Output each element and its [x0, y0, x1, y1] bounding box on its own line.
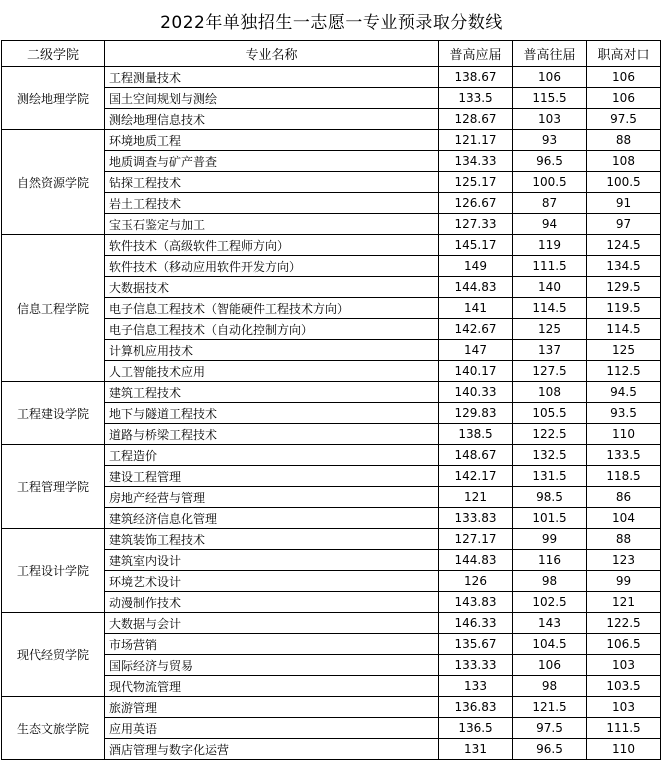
score-vocational-cell: 134.5 [587, 256, 661, 277]
score-regular-previous-cell: 105.5 [513, 403, 587, 424]
score-regular-current-cell: 144.83 [439, 550, 513, 571]
score-vocational-cell: 133.5 [587, 445, 661, 466]
header-college: 二级学院 [2, 41, 105, 67]
major-name-cell: 现代物流管理 [105, 676, 439, 697]
major-name-cell: 软件技术（移动应用软件开发方向） [105, 256, 439, 277]
score-regular-previous-cell: 99 [513, 529, 587, 550]
major-name-cell: 酒店管理与数字化运营 [105, 739, 439, 760]
score-regular-current-cell: 133.33 [439, 655, 513, 676]
score-regular-previous-cell: 131.5 [513, 466, 587, 487]
header-regular-previous: 普高往届 [513, 41, 587, 67]
college-cell: 测绘地理学院 [2, 67, 105, 130]
score-regular-previous-cell: 103 [513, 109, 587, 130]
score-vocational-cell: 110 [587, 424, 661, 445]
score-regular-current-cell: 147 [439, 340, 513, 361]
score-regular-previous-cell: 137 [513, 340, 587, 361]
major-name-cell: 房地产经营与管理 [105, 487, 439, 508]
score-regular-previous-cell: 115.5 [513, 88, 587, 109]
college-cell: 自然资源学院 [2, 130, 105, 235]
college-cell: 生态文旅学院 [2, 697, 105, 760]
score-regular-previous-cell: 119 [513, 235, 587, 256]
score-vocational-cell: 88 [587, 130, 661, 151]
score-regular-current-cell: 133.5 [439, 88, 513, 109]
score-regular-current-cell: 145.17 [439, 235, 513, 256]
major-name-cell: 宝玉石鉴定与加工 [105, 214, 439, 235]
major-name-cell: 大数据与会计 [105, 613, 439, 634]
score-regular-previous-cell: 132.5 [513, 445, 587, 466]
score-vocational-cell: 100.5 [587, 172, 661, 193]
table-row [2, 697, 661, 718]
score-regular-current-cell: 129.83 [439, 403, 513, 424]
header-row [2, 41, 661, 67]
page-title: 2022年单独招生一志愿一专业预录取分数线 [160, 12, 503, 33]
major-name-cell: 道路与桥梁工程技术 [105, 424, 439, 445]
score-vocational-cell: 97 [587, 214, 661, 235]
major-name-cell: 国土空间规划与测绘 [105, 88, 439, 109]
score-table [1, 40, 661, 760]
score-regular-previous-cell: 108 [513, 382, 587, 403]
major-name-cell: 国际经济与贸易 [105, 655, 439, 676]
score-regular-current-cell: 144.83 [439, 277, 513, 298]
score-vocational-cell: 93.5 [587, 403, 661, 424]
score-regular-previous-cell: 100.5 [513, 172, 587, 193]
score-regular-previous-cell: 98 [513, 676, 587, 697]
score-regular-previous-cell: 106 [513, 67, 587, 88]
score-regular-previous-cell: 125 [513, 319, 587, 340]
score-vocational-cell: 125 [587, 340, 661, 361]
score-regular-previous-cell: 102.5 [513, 592, 587, 613]
score-regular-previous-cell: 93 [513, 130, 587, 151]
score-vocational-cell: 119.5 [587, 298, 661, 319]
score-vocational-cell: 110 [587, 739, 661, 760]
score-regular-previous-cell: 98 [513, 571, 587, 592]
college-cell: 工程设计学院 [2, 529, 105, 613]
score-regular-current-cell: 142.17 [439, 466, 513, 487]
score-regular-current-cell: 140.17 [439, 361, 513, 382]
major-name-cell: 建筑经济信息化管理 [105, 508, 439, 529]
score-regular-current-cell: 127.17 [439, 529, 513, 550]
major-name-cell: 大数据技术 [105, 277, 439, 298]
score-regular-current-cell: 133.83 [439, 508, 513, 529]
score-vocational-cell: 106 [587, 88, 661, 109]
score-vocational-cell: 111.5 [587, 718, 661, 739]
score-vocational-cell: 103 [587, 697, 661, 718]
score-regular-current-cell: 136.5 [439, 718, 513, 739]
college-cell: 现代经贸学院 [2, 613, 105, 697]
major-name-cell: 工程造价 [105, 445, 439, 466]
score-vocational-cell: 97.5 [587, 109, 661, 130]
major-name-cell: 建筑装饰工程技术 [105, 529, 439, 550]
table-row [2, 613, 661, 634]
major-name-cell: 环境艺术设计 [105, 571, 439, 592]
major-name-cell: 计算机应用技术 [105, 340, 439, 361]
score-vocational-cell: 103 [587, 655, 661, 676]
score-regular-previous-cell: 98.5 [513, 487, 587, 508]
major-name-cell: 动漫制作技术 [105, 592, 439, 613]
score-vocational-cell: 99 [587, 571, 661, 592]
table-row [2, 382, 661, 403]
score-regular-previous-cell: 116 [513, 550, 587, 571]
score-vocational-cell: 106.5 [587, 634, 661, 655]
score-vocational-cell: 121 [587, 592, 661, 613]
score-vocational-cell: 122.5 [587, 613, 661, 634]
score-regular-previous-cell: 143 [513, 613, 587, 634]
score-regular-previous-cell: 104.5 [513, 634, 587, 655]
score-regular-current-cell: 121.17 [439, 130, 513, 151]
table-row [2, 529, 661, 550]
major-name-cell: 钻探工程技术 [105, 172, 439, 193]
score-regular-previous-cell: 122.5 [513, 424, 587, 445]
header-major: 专业名称 [105, 41, 439, 67]
score-regular-current-cell: 121 [439, 487, 513, 508]
table-row [2, 130, 661, 151]
score-vocational-cell: 118.5 [587, 466, 661, 487]
score-regular-previous-cell: 97.5 [513, 718, 587, 739]
table-row [2, 445, 661, 466]
major-name-cell: 测绘地理信息技术 [105, 109, 439, 130]
score-regular-current-cell: 128.67 [439, 109, 513, 130]
score-regular-previous-cell: 87 [513, 193, 587, 214]
score-vocational-cell: 129.5 [587, 277, 661, 298]
major-name-cell: 建筑室内设计 [105, 550, 439, 571]
score-regular-current-cell: 149 [439, 256, 513, 277]
major-name-cell: 工程测量技术 [105, 67, 439, 88]
major-name-cell: 电子信息工程技术（自动化控制方向） [105, 319, 439, 340]
score-vocational-cell: 123 [587, 550, 661, 571]
college-cell: 工程建设学院 [2, 382, 105, 445]
score-regular-previous-cell: 94 [513, 214, 587, 235]
score-vocational-cell: 104 [587, 508, 661, 529]
score-vocational-cell: 91 [587, 193, 661, 214]
score-vocational-cell: 86 [587, 487, 661, 508]
score-regular-current-cell: 133 [439, 676, 513, 697]
table-row [2, 67, 661, 88]
college-cell: 信息工程学院 [2, 235, 105, 382]
score-regular-previous-cell: 140 [513, 277, 587, 298]
score-regular-previous-cell: 101.5 [513, 508, 587, 529]
major-name-cell: 电子信息工程技术（智能硬件工程技术方向） [105, 298, 439, 319]
score-regular-previous-cell: 106 [513, 655, 587, 676]
score-regular-current-cell: 141 [439, 298, 513, 319]
college-cell: 工程管理学院 [2, 445, 105, 529]
score-regular-previous-cell: 96.5 [513, 739, 587, 760]
major-name-cell: 应用英语 [105, 718, 439, 739]
score-vocational-cell: 103.5 [587, 676, 661, 697]
major-name-cell: 人工智能技术应用 [105, 361, 439, 382]
score-regular-current-cell: 126.67 [439, 193, 513, 214]
major-name-cell: 环境地质工程 [105, 130, 439, 151]
score-regular-previous-cell: 96.5 [513, 151, 587, 172]
score-regular-previous-cell: 114.5 [513, 298, 587, 319]
score-regular-previous-cell: 127.5 [513, 361, 587, 382]
score-regular-current-cell: 135.67 [439, 634, 513, 655]
score-vocational-cell: 106 [587, 67, 661, 88]
score-vocational-cell: 108 [587, 151, 661, 172]
table-row [2, 235, 661, 256]
major-name-cell: 市场营销 [105, 634, 439, 655]
major-name-cell: 地下与隧道工程技术 [105, 403, 439, 424]
major-name-cell: 岩土工程技术 [105, 193, 439, 214]
score-regular-current-cell: 146.33 [439, 613, 513, 634]
score-regular-previous-cell: 111.5 [513, 256, 587, 277]
score-regular-current-cell: 148.67 [439, 445, 513, 466]
major-name-cell: 地质调查与矿产普查 [105, 151, 439, 172]
score-regular-current-cell: 127.33 [439, 214, 513, 235]
score-vocational-cell: 114.5 [587, 319, 661, 340]
score-regular-current-cell: 134.33 [439, 151, 513, 172]
score-vocational-cell: 88 [587, 529, 661, 550]
major-name-cell: 建筑工程技术 [105, 382, 439, 403]
score-vocational-cell: 124.5 [587, 235, 661, 256]
score-regular-current-cell: 131 [439, 739, 513, 760]
score-regular-current-cell: 126 [439, 571, 513, 592]
score-regular-current-cell: 140.33 [439, 382, 513, 403]
major-name-cell: 软件技术（高级软件工程师方向） [105, 235, 439, 256]
score-regular-current-cell: 136.83 [439, 697, 513, 718]
score-regular-current-cell: 143.83 [439, 592, 513, 613]
header-regular-current: 普高应届 [439, 41, 513, 67]
score-vocational-cell: 112.5 [587, 361, 661, 382]
score-regular-current-cell: 125.17 [439, 172, 513, 193]
score-regular-current-cell: 138.67 [439, 67, 513, 88]
score-regular-current-cell: 138.5 [439, 424, 513, 445]
major-name-cell: 建设工程管理 [105, 466, 439, 487]
major-name-cell: 旅游管理 [105, 697, 439, 718]
score-regular-current-cell: 142.67 [439, 319, 513, 340]
header-vocational: 职高对口 [587, 41, 661, 67]
score-regular-previous-cell: 121.5 [513, 697, 587, 718]
score-vocational-cell: 94.5 [587, 382, 661, 403]
